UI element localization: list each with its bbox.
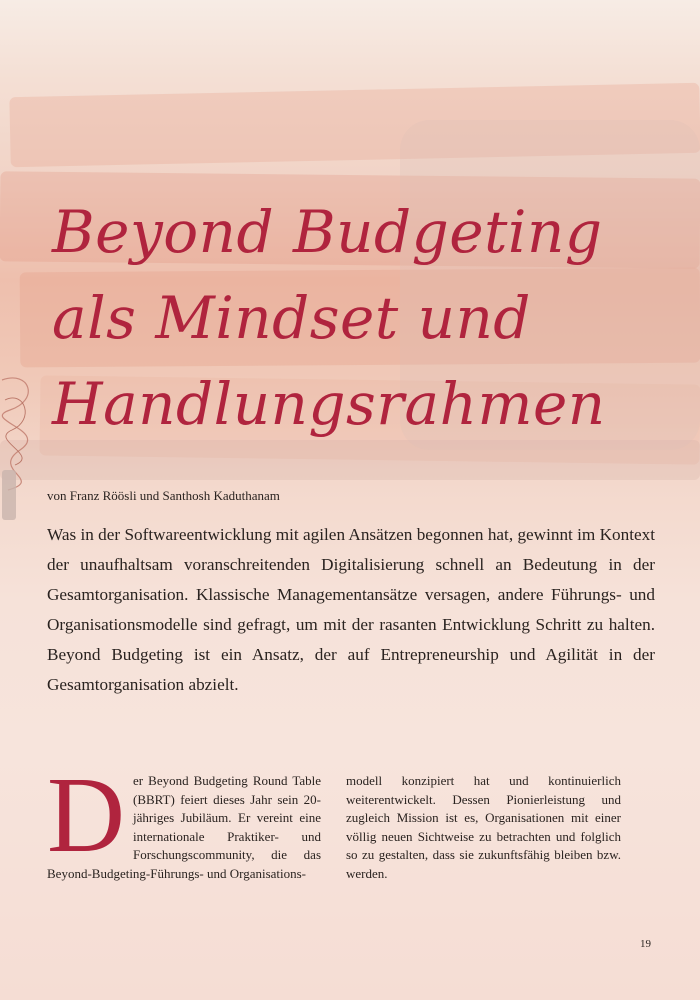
body-text: er Beyond Budgeting Round Table (BBRT) feiert dieses Jahr sein 20-jähriges Jubiläum. Er vereint eine internationale Praktiker- und Forschungscommunity, die das Beyond-Budgeting-Führungs- und Organisations- [47, 773, 321, 881]
decorative-scribble [0, 360, 60, 540]
body-column-right: modell konzipiert hat und kontinuierlich weiterentwickelt. Dessen Pionierleistung und zugleich Mission ist es, Organisationen mit einer völlig neuen Sichtweise zu betrachten und folglich so zu gestalten, dass sie zukunftsfähig bleiben bzw. werden. [346, 773, 621, 881]
title-line: Handlungsrahmen [52, 369, 606, 438]
brush-stroke [9, 83, 700, 167]
byline: von Franz Röösli und Santhosh Kaduthanam [47, 488, 280, 503]
drop-cap: D [47, 756, 125, 875]
body-column-left [47, 756, 321, 884]
lead-paragraph: Was in der Softwareentwicklung mit agilen Ansätzen begonnen hat, gewinnt im Kontext der unaufhaltsam voranschreitenden Digitalisierung schnell an Bedeutung in der Gesamtorganisation. Klassische Managementansätze versagen, andere Führungs- und Organisationsmodelle sind gefragt, um mit der rasanten Entwicklung Schritt zu halten. Beyond Budgeting ist ein Ansatz, der auf Entrepreneurship und Agilität in der Gesamtorganisation abzielt. [47, 525, 655, 694]
article-title [52, 189, 652, 447]
page-number: 19 [640, 938, 651, 950]
title-line: Beyond Budgeting [52, 197, 603, 266]
title-line: als Mindset und [52, 283, 531, 352]
